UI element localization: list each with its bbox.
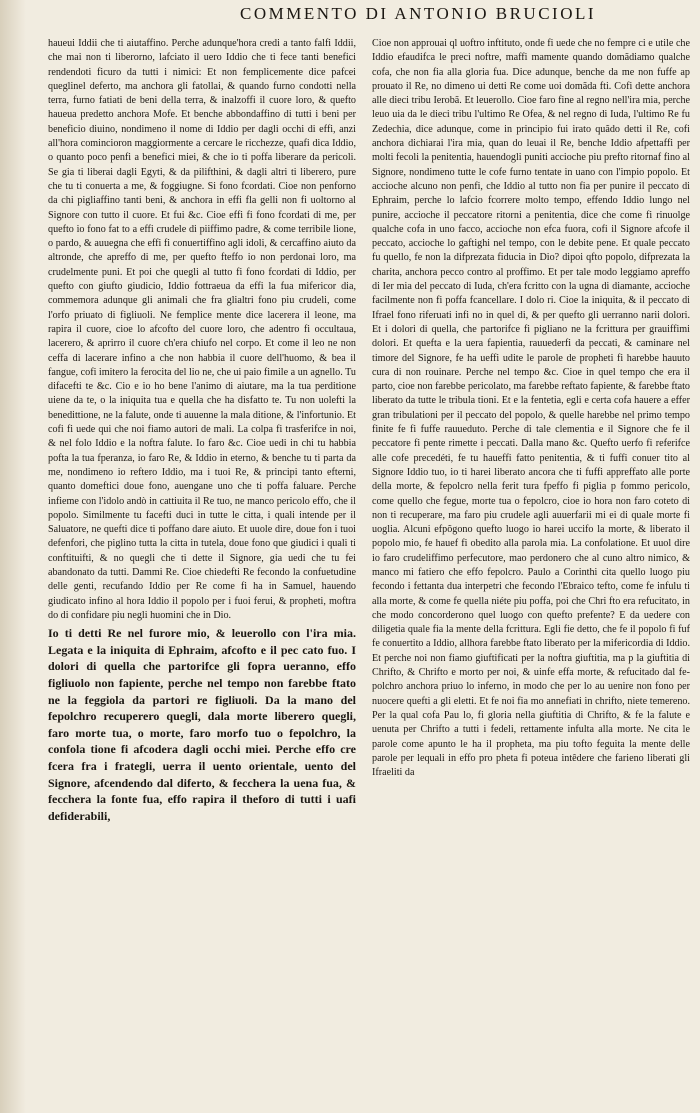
running-head: COMMENTO DI ANTONIO BRUCIOLI [240,4,597,23]
commentary-paragraph: Cioe non approuai ql uoftro inftituto, onde fi uede che no fempre ci e utile che Iddio efaudifca le preci noftre, maffi mamente quando domãdiamo qualche cofa, che non fia alla gloria fua. Dice adunque, benche da me non fuffe ap prouato il Re, no dimeno ui detti Re come uoi domãda fti. Cofi dette anchora alle dieci tribu Ierobã. Et leuerollo. Cioe faro fine al regno nell'ira mia, perche leuo uia da le dieci tribu l'ultimo Re Ofea, & nel regno di Iuda, l'ultimo Re fu Zedechia, dice adunque, come in principio fui irato quãdo detti il Re, cofi anchora dichiarai l'ira mia, quan do leuai il Re, benche Iddio afpettaffi per molti fecoli la penitentia, hauendogli puniti accioche piu prefto ritornaf fino al Signore, nondimeno tutte le cofe furno tentate in uano con l'impio popolo. Et accioche alcuno non penfi, che Iddio al tutto non fia per punire il peccato di Ephraim, perche lo lafcio fcorrere molto tempo, effendo Iddio lungo nel punire, accioche il peccatore ritorni a penitentia, dice che come fi rinuolge qualche cofa in uno facco, accioche non efca fuora, cofi il Signore afcofe il peccato, accioche lo gaftighi nel tempo, con le debite pene. Et quale peccato fu quello, fe non la difprezata fiducia in Dio? dipoi qfto popolo, difprezata la charita, anchora pecco contro al proffimo. Et per tale modo leggiamo apreffo di Ier mia del peccato di Iuda, ch'era fcritto con la ugna di diamante, accioche facilmente non fi poffa fcancellare. I dolo ri. Cioe la iniquita, & il peccato di Ifrael fono riferuati infi no in quel di, & per quefto gli uerranno narii dolori. Et i dolori di quella, che partorifce fi pigliano ne la fcrittura per grauiffimi dolori. Et quefta e la uera fapientia, rauuederfi da peccati, & caminare nel timore del Signore, fe ha ueffi udite le parole de propheti fi harebbe hauuto cura di non rouinare. Perche nel tempo &c. Cioe in quel tempo che era il parto, cioe non farebbe pericolato, ma farebbe reftato fapiente, & farebbe ftato liberato da tutte le tribula tioni. Et e la fentetia, egli e certa cofa hauere a effer gran tribulationi per il peccato del popolo, & quelle harebbe nel primo tempo finite fe fi fuffe rauueduto. Perche di tale clementia e il Signore che fe il peccatore fi pente rimette i peccati. Dalla mano &c. Quefto uerfo fi referifce alle cofe precedéti, fe tu haueffi fatto penitentia, & ti fuffi conuer tito al Signore Iddio tuo, io ti harei liberato ancora che ti fuffi appreffato alle porte della morte, & fepolcro nella ferit tura fpeffo fi piglia p fommo pericolo, come quello che fegue, morte tua o fepolcro, cioe io hora non faro coteto di non ti recuperare, ma faro piu crudele agli auuerfarii mi ei di quale morte fi uoglia. Alcuni efpõgono quefto luogo io harei uccifo la morte, & liberato il popolo mio, fe hauef fi obedito alla parola mia. La confolatione. Et uuol dire io faro crudeliffimo perfecutore, mao perdonero che al cuno altro nimico, & manco mi fatiero che effo fepolcro. Paulo a Corinthi cita quello luogo piu fecondo i fettanta dua interpetri che fecondo l'Ebraico tefto, come fe infulu ti alla morte, & come fe quella niéte piu poffa, poi che Chri fto era refucitato, in che modo concorderono quel luogo con quefto prefente? E da uedere con diligetia quale fia la mente della fcrittura. Egli fie detto, che fe il popolo fi fuf fe conuertito a Iddio, allhora farebbe ftato liberato per la mifericordia di Iddio. Et perche noi non fiamo giuftificati per la noftra giuftitia, ma p la giuftitia di Chrifto, & Chrifto e morto per noi, & uinfe effa morte, & refucitado dal fepolchro anchora priuo lo inferno, in modo che per lo au uenire non fono per nuocere quefti a gli eletti. Et fe noi fia mo annefiati in chrifto, niete temereno. Per la qual cofa Pau lo, fi gloria nella giuftitia di Chrifto, & fe la falute e uenuta per Chrifto a tutti i fedeli, rettamente infulta alla morte. Ne cita le parole come apunto le ha il propheta, ma piu tofto feguita la mente delle parole per lequali in effo pro pheta fi poteua intêdere che farieno liberati gli Ifraeliti da [372,38,690,779]
scripture-lemma: Io ti detti Re nel furore mio, & leuerollo con l'ira mia. Legata e la iniquita di Ephraim, afcofto e il pec cato fuo. I dolori di quella che partorifce gli fopra ueranno, effo figliuolo non fapiente, perche nel tempo non farebbe ftato ne la feggiola da partori re figliuoli. Da la mano del fepolchro recuperero quegli, dala morte liberero quegli, faro morte tua, o morte, faro morfo tuo o fepolchro, la confola tione fi afcodera dagli occhi miei. Perche effo cre fcera fra i frategli, uerra il uento orientale, uento del Signore, afcendendo dal diferto, & fecchera la uena fua, & fecchera la fonte fua, effo rapira il theforo di tutti i uafi defiderabili, [48,626,356,823]
commentary-paragraph: haueui Iddii che ti aiutaffino. Perche adunque'hora credi a tanto falfi Iddii, che mai non ti liberorno, lafciato il uero Iddio che ti fece tanti benefici rendendoti ficuro da tutti i nimici: Et non femplicemente dice pafcei queglinel deferto, ma anchora gli fatollai, & quando furno condotti nella terra, furno fatiati de beni della terra, & inalzoffi il cuore loro, & quefto haueua predetto anchora Mofe. Et benche abbondaffino di tutti i beni per beneficio diuino, nondimeno il nome di Iddio per dagli occhi di effi, anzi all'hora comincioron maggiormente a cercare le ricchezze, quafi dica Iddio, o quanto poco penfi a benefici miei, & che io ti poffa liberare da pericoli. Se gia ti liberai dagli Egyti, & da pilifthini, & dagli altri ti liberero, pure che tu ti conuerta a me, & foggiugne. Si fono fcordati. Cioe non penforno da chi pigliaffino tanti beni, & anchora in effi fla gelli non fi uoltorno al Signore con tutto il cuore. Et fui &c. Cioe effi fi fono fcordati di me, per quefto io fono fat to a effi crudele di piiffimo padre, & come terribile lione, o pardo, & auuegna che effi fi conuertiffino agli idoli, & cercaffino aiuto da altronde, che apreffo di me, per quefto fteffo io non perdonai loro, ma crudelmente puni. Et poi che quegli al tutto fi fono fcordati di Iddio, per quefto con giufto giudicio, Iddio fottraeua da effi la fua mifericor dia, commemora adunque gli animali che fra glialtri fono piu crudeli, come l'orfo priuato di figliuoli. Ne femplice mente dice lacerera il leone, ma rapira il cuore, cioe lo afcofto del cuore loro, che adentro fi occultaua, lacerero, & aprirro il cuore ch'era chiufo nel corpo. Et come il leo ne non ceffa di lacerare infino a che non habbia il cuore dell'huomo, & bea il fangue, cofi imitero la ferocita del lio ne, che ui paio fimile a un agnello. Tu difacefti te &c. Cio e io ho bene l'animo di aiutare, ma la tua perditione uiene da te, o la iniquita tua e quella che ha disfatto te. Tu non uolefti la benedittione, ne la falute, onde ti auuenne la mala ditione, & l'infortunio. Et cofi fi uede qui che noi fiamo autori de mali. La colpa fi trasferifce in noi, & nel folo Iddio e la noftra falute. Io faro &c. Cioe uedi in chi tu habbia pofta la tua fperanza, io faro Re, & Iddio in eterno, & benche tu ti parta da me, nondimeno io reftero Iddio, ma i tuoi Re, & principi tanto efterni, quanto domeftici doue fono, auengane uno che ti poffa faluare. Perche infieme con l'idolo andò in cattiuita il Re tuo, ne manco pericolo effo, che il popolo. Similmente tu facefti duci in tutte le citta, i quali intende per il Saluatore, ne quefti dice ti poffano dare aiuto. Et uuole dire, doue fon i tuoi defenfori, che piglino tutta la citta in tutela, doue fono que giudici i quali ti conftituifti, & no quegli che ti dette il Signore, gia uedi che tu fei abandonato da tutti. Dammi Re. Cioe chiedefti Re fecondo la confuetudine delle genti, recufando Iddio per Re come fi ha in Samuel, hauendo giudicato infino al hora Iddio il popolo per i fuoi ferui, & propheti, moftra do di confidare piu negli huomini che in Dio. [48,38,356,621]
right-column [372,37,690,1097]
gutter-shadow [0,0,26,1113]
left-column [48,37,356,1097]
